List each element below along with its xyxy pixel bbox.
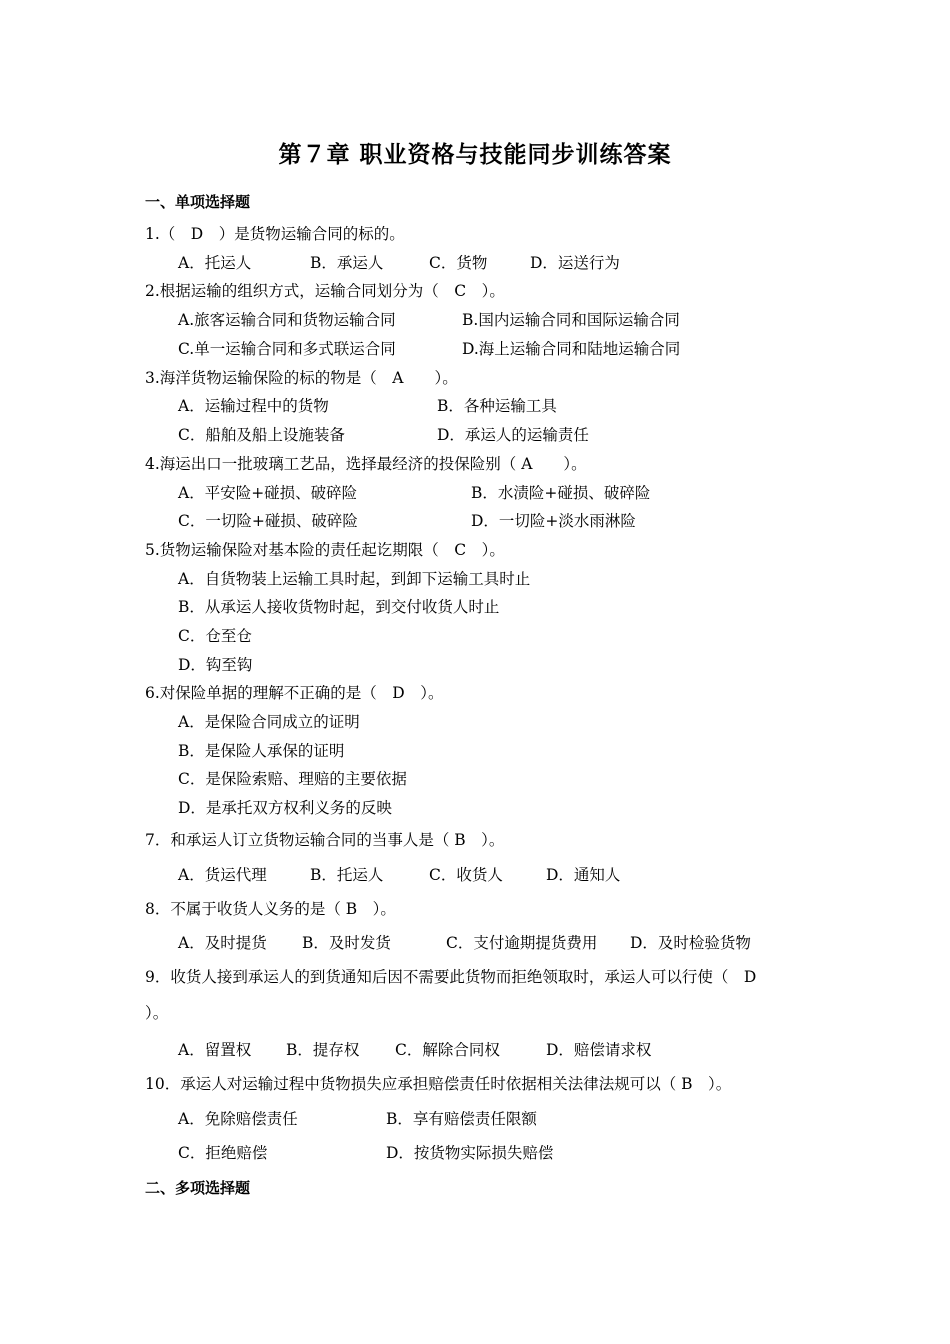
question-6: 6.对保险单据的理解不正确的是（ D ）。 [145,684,444,702]
q7-option-b: B．托运人 [310,866,384,884]
q4-option-c: C．一切险+碰损、破碎险 [178,512,358,530]
q8-option-d: D．及时检验货物 [630,934,751,952]
q5-option-b: B．从承运人接收货物时起，到交付收货人时止 [178,598,500,616]
q8-option-a: A．及时提货 [178,934,267,952]
question-9: 9．收货人接到承运人的到货通知后因不需要此货物而拒绝领取时，承运人可以行使（ D [145,968,757,986]
section-heading-multiple-choice: 二、多项选择题 [145,1179,251,1197]
q2-option-c: C.单一运输合同和多式联运合同 [178,340,396,358]
q4-option-d: D．一切险+淡水雨淋险 [471,512,636,530]
q2-option-b: B.国内运输合同和国际运输合同 [462,311,680,329]
q8-option-c: C．支付逾期提货费用 [446,934,598,952]
q9-option-a: A．留置权 [178,1041,252,1059]
q10-option-c: C．拒绝赔偿 [178,1144,268,1162]
section-heading-single-choice: 一、单项选择题 [145,193,251,211]
q6-option-c: C．是保险索赔、理赔的主要依据 [178,770,407,788]
q5-option-d: D．钩至钩 [178,656,253,674]
q10-option-d: D．按货物实际损失赔偿 [386,1144,554,1162]
q1-option-b: B．承运人 [310,254,384,272]
question-10: 10．承运人对运输过程中货物损失应承担赔偿责任时依据相关法律法规可以（ B ）。 [145,1075,732,1093]
question-7: 7．和承运人订立货物运输合同的当事人是（ B ）。 [145,831,505,849]
q1-option-c: C．货物 [429,254,488,272]
q9-option-d: D．赔偿请求权 [546,1041,652,1059]
q3-option-c: C．船舶及船上设施装备 [178,426,345,444]
question-1: 1.（ D ）是货物运输合同的标的。 [145,225,405,243]
q6-option-d: D．是承托双方权利义务的反映 [178,799,392,817]
q10-option-a: A．免除赔偿责任 [178,1110,298,1128]
question-9-continued: ）。 [145,1004,169,1022]
q7-option-d: D．通知人 [546,866,621,884]
q3-option-d: D．承运人的运输责任 [437,426,589,444]
question-3: 3.海洋货物运输保险的标的物是（ A ）。 [145,369,458,387]
page-title: 第７章 职业资格与技能同步训练答案 [278,142,672,168]
q1-option-d: D．运送行为 [530,254,620,272]
q7-option-a: A．货运代理 [178,866,267,884]
q6-option-a: A．是保险合同成立的证明 [178,713,360,731]
q4-option-b: B．水渍险+碰损、破碎险 [471,484,651,502]
q8-option-b: B．及时发货 [302,934,391,952]
q6-option-b: B．是保险人承保的证明 [178,742,345,760]
q2-option-d: D.海上运输合同和陆地运输合同 [462,340,681,358]
question-5: 5.货物运输保险对基本险的责任起讫期限（ C ）。 [145,541,505,559]
q9-option-b: B．提存权 [286,1041,360,1059]
q10-option-b: B．享有赔偿责任限额 [386,1110,537,1128]
q4-option-a: A．平安险+碰损、破碎险 [178,484,358,502]
q5-option-c: C．仓至仓 [178,627,252,645]
q3-option-a: A．运输过程中的货物 [178,397,329,415]
q9-option-c: C．解除合同权 [395,1041,500,1059]
q7-option-c: C．收货人 [429,866,503,884]
question-8: 8．不属于收货人义务的是（ B ）。 [145,900,396,918]
q3-option-b: B．各种运输工具 [437,397,557,415]
q2-option-a: A.旅客运输合同和货物运输合同 [178,311,396,329]
q5-option-a: A．自货物装上运输工具时起，到卸下运输工具时止 [178,570,531,588]
question-2: 2.根据运输的组织方式，运输合同划分为（ C ）。 [145,282,505,300]
q1-option-a: A．托运人 [178,254,252,272]
question-4: 4.海运出口一批玻璃工艺品，选择最经济的投保险别（ A ）。 [145,455,587,473]
